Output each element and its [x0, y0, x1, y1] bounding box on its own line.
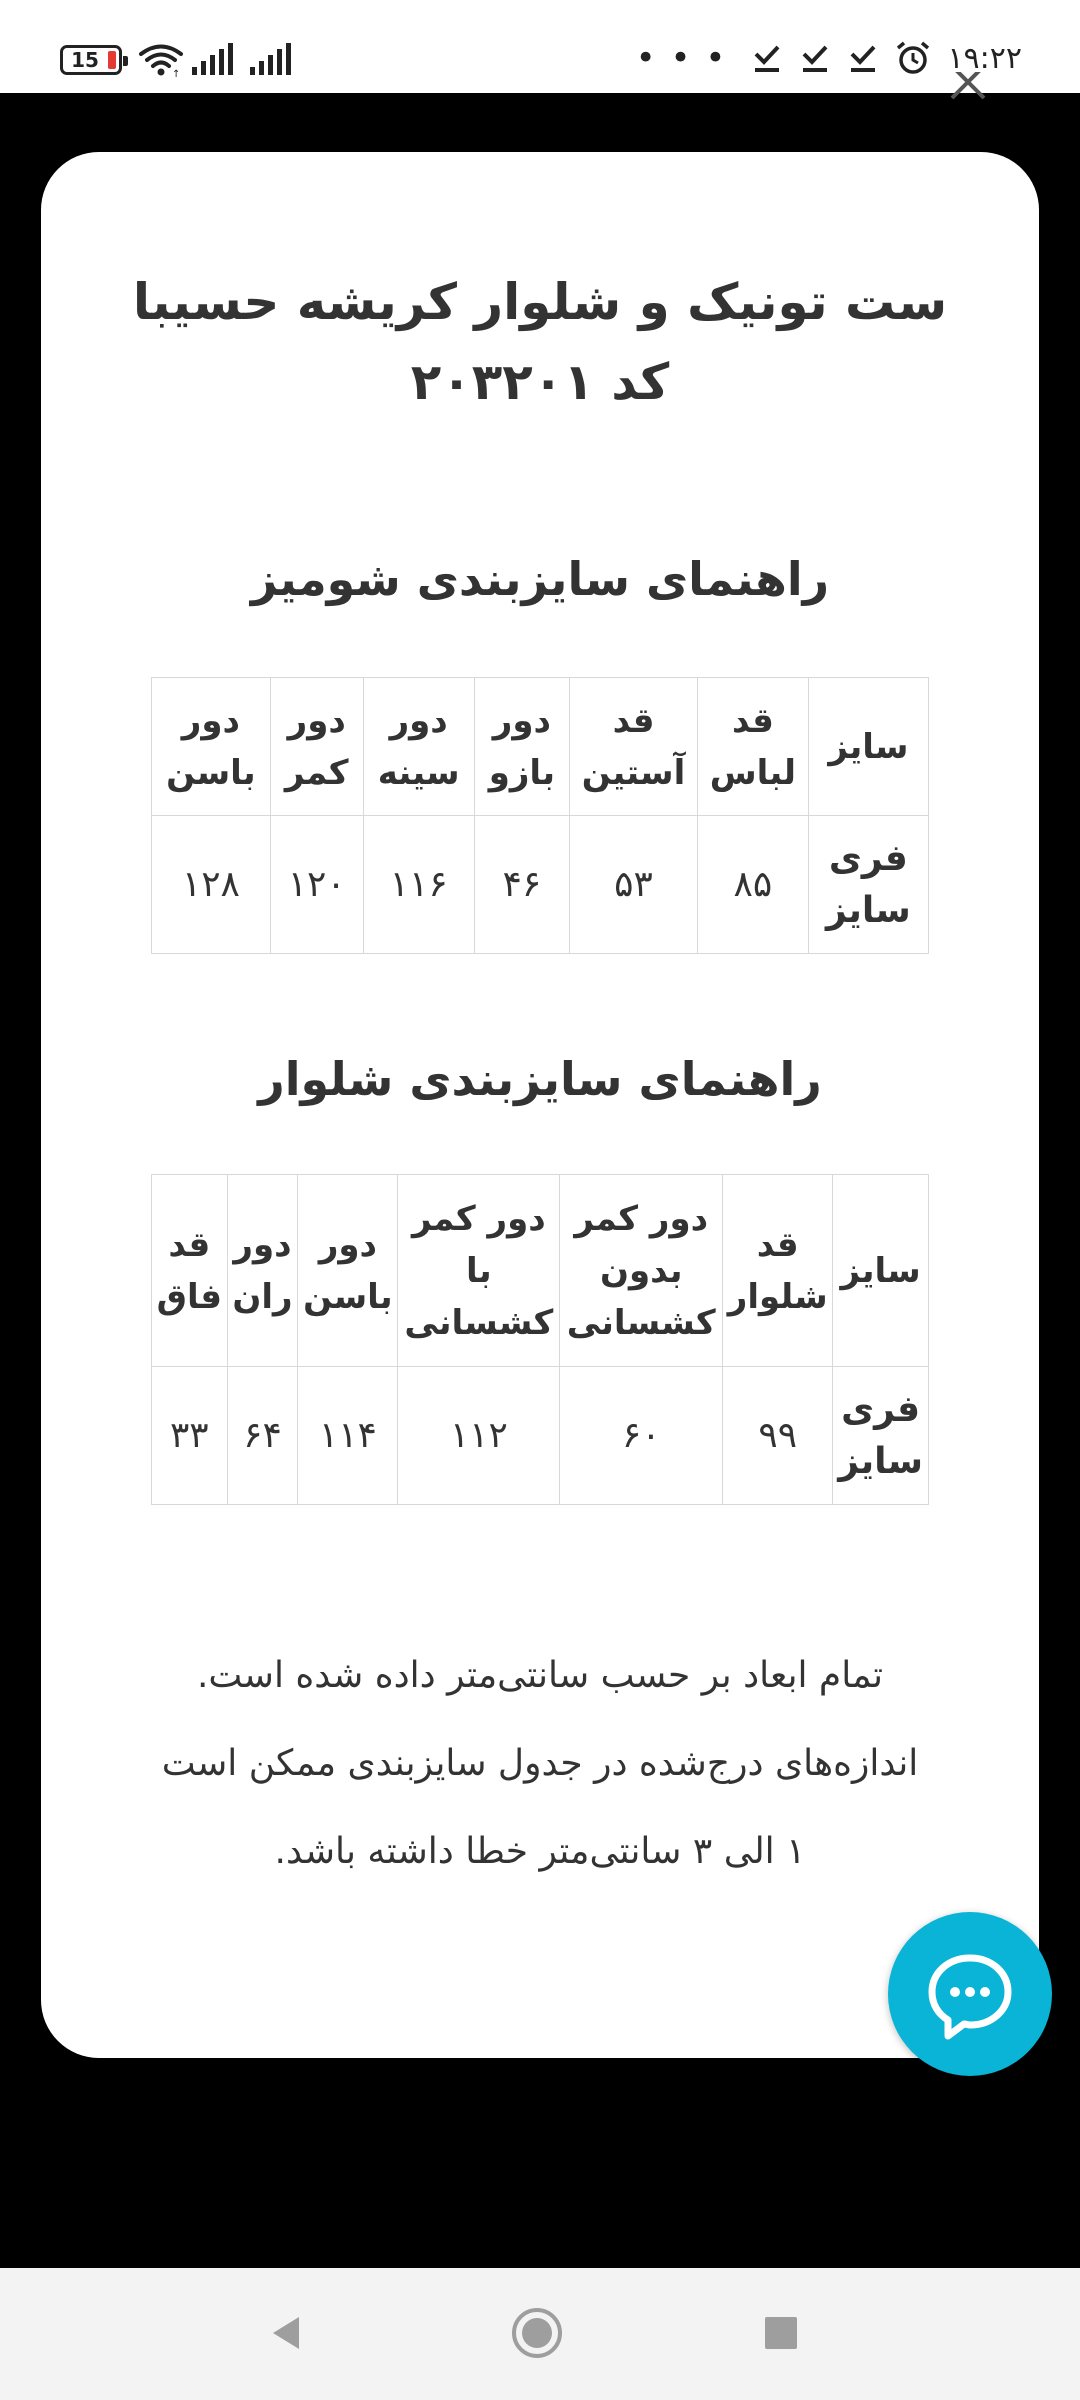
- table-cell: فری سایز: [833, 1367, 929, 1505]
- chat-bubble-icon: [920, 1944, 1020, 2044]
- table-cell: ۱۲۸: [152, 816, 271, 954]
- download-done-icon: [751, 42, 783, 74]
- table-header-row: [152, 678, 929, 816]
- product-title: ست تونیک و شلوار کریشه حسیبا کد ۲۰۳۲۰۱: [132, 273, 948, 411]
- tunic-size-table: [151, 677, 929, 954]
- home-circle-icon: [510, 2306, 564, 2360]
- navigation-bar: [0, 2268, 1080, 2400]
- table-header-cell: سایز: [833, 1175, 929, 1367]
- note-line: ۱ الی ۳ سانتی‌متر خطا داشته باشد.: [274, 1831, 806, 1872]
- clock-time: ۱۹:۲۲: [947, 40, 1022, 76]
- table-cell: ۱۱۲: [398, 1367, 560, 1505]
- table-header-cell: سایز: [808, 678, 928, 816]
- chat-button[interactable]: [888, 1912, 1052, 2076]
- table-cell: ۱۲۰: [270, 816, 363, 954]
- download-done-icon-3: [847, 42, 879, 74]
- more-notifications-indicator: • • •: [635, 38, 728, 78]
- signal-icon-2: [250, 43, 300, 77]
- back-triangle-icon: [267, 2313, 307, 2353]
- pants-size-table: [151, 1174, 929, 1505]
- table-header-cell: دور باسن: [152, 678, 271, 816]
- wifi-icon: [138, 43, 184, 77]
- table-header-cell: دور کمر: [270, 678, 363, 816]
- table-cell: فری سایز: [808, 816, 928, 954]
- table-cell: ۴۶: [474, 816, 569, 954]
- table-header-cell: دور سینه: [363, 678, 474, 816]
- table-header-cell: دور باسن: [298, 1175, 398, 1367]
- recents-button[interactable]: [746, 2298, 816, 2368]
- svg-text:↑: ↑: [172, 69, 181, 77]
- table-cell: ۵۳: [570, 816, 698, 954]
- back-button[interactable]: [252, 2298, 322, 2368]
- table-cell: ۳۳: [152, 1367, 228, 1505]
- table-cell: ۹۹: [723, 1367, 833, 1505]
- table-cell: ۱۱۶: [363, 816, 474, 954]
- note-line: تمام ابعاد بر حسب سانتی‌متر داده شده است.: [196, 1655, 884, 1696]
- table-header-cell: قد فاق: [152, 1175, 228, 1367]
- table-row: [152, 1367, 929, 1505]
- close-icon[interactable]: [946, 72, 990, 100]
- table-header-cell: دور بازو: [474, 678, 569, 816]
- table-header-cell: دور کمر با کشسانی: [398, 1175, 560, 1367]
- status-bar: [0, 0, 1080, 93]
- battery-icon: [60, 45, 122, 75]
- table-header-cell: قد شلوار: [723, 1175, 833, 1367]
- table-header-cell: قد آستین: [570, 678, 698, 816]
- table-header-cell: دور ران: [227, 1175, 298, 1367]
- table-header-cell: دور کمر بدون کشسانی: [560, 1175, 723, 1367]
- signal-icon: [192, 43, 242, 77]
- home-button[interactable]: [502, 2298, 572, 2368]
- battery-level: 15: [71, 48, 99, 72]
- download-done-icon-2: [799, 42, 831, 74]
- recents-square-icon: [763, 2315, 799, 2351]
- table-row: [152, 816, 929, 954]
- size-guide-dialog: [41, 152, 1039, 2058]
- table-header-row: [152, 1175, 929, 1367]
- table-cell: ۶۰: [560, 1367, 723, 1505]
- table-cell: ۶۴: [227, 1367, 298, 1505]
- alarm-clock-icon: [895, 40, 931, 76]
- tunic-size-guide-heading: راهنمای سایزبندی شومیز: [250, 552, 830, 606]
- note-line: اندازه‌های درج‌شده در جدول سایزبندی ممکن است: [161, 1743, 919, 1784]
- measurement-notes: [101, 1632, 979, 1896]
- table-cell: ۸۵: [697, 816, 808, 954]
- pants-size-guide-heading: راهنمای سایزبندی شلوار: [258, 1052, 822, 1106]
- table-header-cell: قد لباس: [697, 678, 808, 816]
- table-cell: ۱۱۴: [298, 1367, 398, 1505]
